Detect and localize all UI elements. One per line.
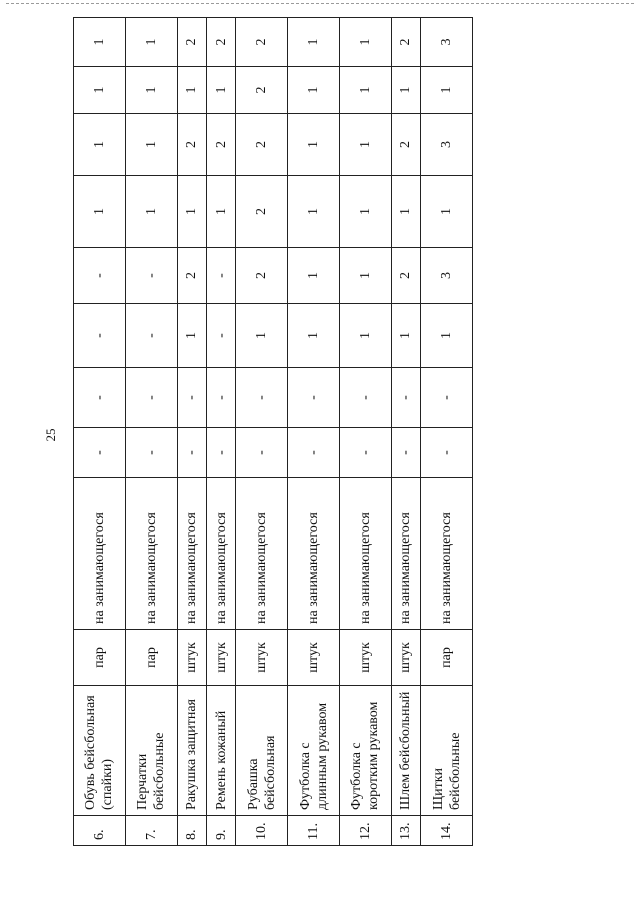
quantity-cell: 2 — [206, 18, 235, 67]
quantity-cell: - — [125, 304, 177, 368]
quantity-cell: - — [206, 368, 235, 428]
quantity-cell: 1 — [206, 67, 235, 114]
quantity-cell: 1 — [74, 67, 126, 114]
unit-cell: штук — [236, 630, 288, 686]
quantity-cell: 1 — [391, 67, 420, 114]
quantity-cell: 1 — [288, 248, 340, 304]
quantity-cell: - — [236, 428, 288, 478]
quantity-cell: 1 — [74, 18, 126, 67]
item-name-cell: Ракушка защитная — [177, 686, 206, 816]
quantity-cell: - — [74, 304, 126, 368]
row-number-cell: 10. — [236, 816, 288, 846]
quantity-cell: - — [74, 248, 126, 304]
quantity-cell: - — [125, 368, 177, 428]
quantity-cell: 2 — [236, 176, 288, 248]
equipment-table — [73, 17, 473, 846]
quantity-cell: 3 — [421, 248, 473, 304]
unit-cell: штук — [288, 630, 340, 686]
quantity-cell: 1 — [125, 67, 177, 114]
quantity-cell: - — [74, 368, 126, 428]
basis-cell: на занимающегося — [177, 478, 206, 630]
unit-cell: пар — [125, 630, 177, 686]
quantity-cell: - — [74, 428, 126, 478]
unit-cell: пар — [74, 630, 126, 686]
table-row — [177, 18, 206, 846]
quantity-cell: - — [206, 428, 235, 478]
item-name-cell: Обувь бейсбольная (спайки) — [74, 686, 126, 816]
quantity-cell: 1 — [339, 67, 391, 114]
quantity-cell: 1 — [177, 304, 206, 368]
basis-cell: на занимающегося — [74, 478, 126, 630]
quantity-cell: 1 — [288, 176, 340, 248]
table-body — [74, 18, 473, 846]
unit-cell: штук — [339, 630, 391, 686]
quantity-cell: - — [391, 368, 420, 428]
quantity-cell: 1 — [125, 114, 177, 176]
quantity-cell: - — [125, 428, 177, 478]
quantity-cell: 3 — [421, 18, 473, 67]
basis-cell: на занимающегося — [206, 478, 235, 630]
quantity-cell: 1 — [339, 18, 391, 67]
quantity-cell: - — [236, 368, 288, 428]
unit-cell: пар — [421, 630, 473, 686]
quantity-cell: 1 — [391, 176, 420, 248]
basis-cell: на занимающегося — [421, 478, 473, 630]
quantity-cell: 1 — [339, 248, 391, 304]
page-number: 25 — [43, 428, 58, 442]
quantity-cell: 2 — [391, 114, 420, 176]
rotated-table-container — [73, 18, 473, 846]
table-row — [236, 18, 288, 846]
quantity-cell: 1 — [236, 304, 288, 368]
item-name-cell: Шлем бейсбольный — [391, 686, 420, 816]
basis-cell: на занимающегося — [236, 478, 288, 630]
quantity-cell: 1 — [177, 67, 206, 114]
quantity-cell: 1 — [288, 304, 340, 368]
quantity-cell: 1 — [206, 176, 235, 248]
quantity-cell: 3 — [421, 114, 473, 176]
item-name-cell: Рубашка бейсбольная — [236, 686, 288, 816]
quantity-cell: 1 — [74, 114, 126, 176]
quantity-cell: 1 — [74, 176, 126, 248]
quantity-cell: - — [339, 368, 391, 428]
quantity-cell: 2 — [206, 114, 235, 176]
quantity-cell: 2 — [177, 18, 206, 67]
table-row — [391, 18, 420, 846]
quantity-cell: 1 — [339, 114, 391, 176]
quantity-cell: 1 — [421, 176, 473, 248]
quantity-cell: - — [177, 428, 206, 478]
quantity-cell: - — [421, 428, 473, 478]
quantity-cell: - — [421, 368, 473, 428]
row-number-cell: 11. — [288, 816, 340, 846]
row-number-cell: 8. — [177, 816, 206, 846]
table-row — [125, 18, 177, 846]
quantity-cell: - — [125, 248, 177, 304]
quantity-cell: 2 — [177, 114, 206, 176]
item-name-cell: Щитки бейсбольные — [421, 686, 473, 816]
quantity-cell: 1 — [288, 114, 340, 176]
quantity-cell: 2 — [236, 248, 288, 304]
quantity-cell: 1 — [125, 18, 177, 67]
basis-cell: на занимающегося — [391, 478, 420, 630]
quantity-cell: - — [391, 428, 420, 478]
quantity-cell: - — [206, 248, 235, 304]
unit-cell: штук — [391, 630, 420, 686]
table-row — [339, 18, 391, 846]
quantity-cell: 1 — [339, 304, 391, 368]
row-number-cell: 6. — [74, 816, 126, 846]
basis-cell: на занимающегося — [288, 478, 340, 630]
quantity-cell: 1 — [125, 176, 177, 248]
quantity-cell: 1 — [339, 176, 391, 248]
unit-cell: штук — [206, 630, 235, 686]
row-number-cell: 9. — [206, 816, 235, 846]
table-row — [206, 18, 235, 846]
item-name-cell: Перчатки бейсбольные — [125, 686, 177, 816]
basis-cell: на занимающегося — [339, 478, 391, 630]
quantity-cell: 1 — [288, 67, 340, 114]
quantity-cell: 2 — [177, 248, 206, 304]
top-scan-rule — [6, 3, 634, 4]
quantity-cell: 2 — [391, 18, 420, 67]
quantity-cell: 2 — [236, 18, 288, 67]
quantity-cell: 2 — [236, 114, 288, 176]
quantity-cell: 2 — [236, 67, 288, 114]
table-row — [288, 18, 340, 846]
quantity-cell: 1 — [288, 18, 340, 67]
quantity-cell: - — [288, 428, 340, 478]
quantity-cell: 1 — [421, 304, 473, 368]
quantity-cell: - — [288, 368, 340, 428]
table-frame — [73, 18, 473, 846]
item-name-cell: Футболка с коротким рукавом — [339, 686, 391, 816]
item-name-cell: Ремень кожаный — [206, 686, 235, 816]
quantity-cell: - — [339, 428, 391, 478]
basis-cell: на занимающегося — [125, 478, 177, 630]
item-name-cell: Футболка с длинным рукавом — [288, 686, 340, 816]
table-row — [74, 18, 126, 846]
row-number-cell: 12. — [339, 816, 391, 846]
quantity-cell: 1 — [177, 176, 206, 248]
quantity-cell: 1 — [391, 304, 420, 368]
row-number-cell: 7. — [125, 816, 177, 846]
quantity-cell: - — [206, 304, 235, 368]
quantity-cell: 1 — [421, 67, 473, 114]
quantity-cell: - — [177, 368, 206, 428]
quantity-cell: 2 — [391, 248, 420, 304]
row-number-cell: 13. — [391, 816, 420, 846]
unit-cell: штук — [177, 630, 206, 686]
table-row — [421, 18, 473, 846]
row-number-cell: 14. — [421, 816, 473, 846]
